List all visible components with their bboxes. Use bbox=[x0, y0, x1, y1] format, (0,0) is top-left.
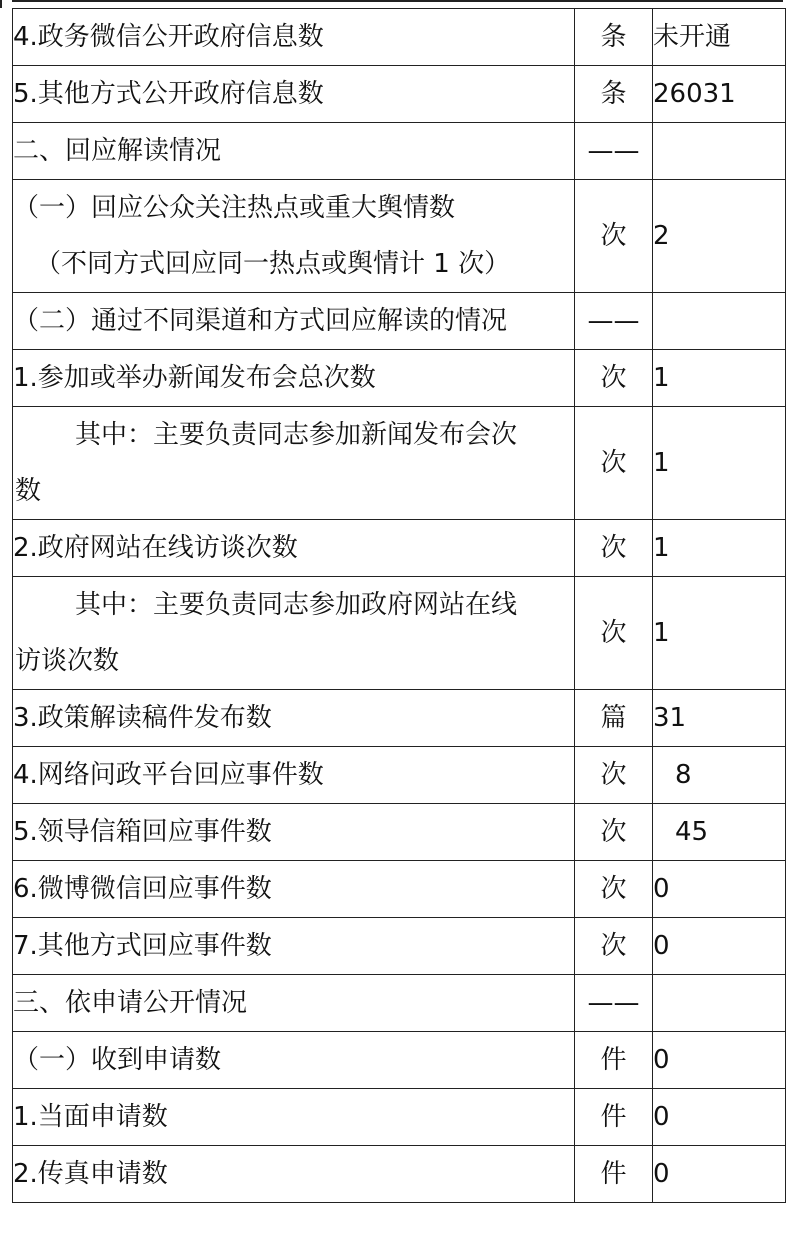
table-row bbox=[13, 66, 786, 123]
table-row bbox=[13, 1089, 786, 1146]
value-cell: 26031 bbox=[653, 66, 786, 123]
value-cell bbox=[653, 123, 786, 180]
item-line: 其中：主要负责同志参加政府网站在线 bbox=[75, 590, 518, 620]
section-heading-cell: 三、依申请公开情况 bbox=[13, 975, 575, 1032]
value-cell: 45 bbox=[653, 804, 786, 861]
item-line: （一）回应公众关注热点或重大舆情数 bbox=[13, 193, 456, 223]
value-cell: 31 bbox=[653, 690, 786, 747]
item-cell: 7.其他方式回应事件数 bbox=[13, 918, 575, 975]
table-row bbox=[13, 293, 786, 350]
table-row bbox=[13, 350, 786, 407]
unit-cell: 篇 bbox=[575, 690, 653, 747]
value-cell bbox=[653, 293, 786, 350]
unit-cell: 次 bbox=[575, 747, 653, 804]
item-cell: 6.微博微信回应事件数 bbox=[13, 861, 575, 918]
unit-cell: 次 bbox=[575, 577, 653, 690]
item-cell: （一）收到申请数 bbox=[13, 1032, 575, 1089]
table-row bbox=[13, 577, 786, 690]
unit-cell: 条 bbox=[575, 66, 653, 123]
item-cell: 5.领导信箱回应事件数 bbox=[13, 804, 575, 861]
item-cell: 1.参加或举办新闻发布会总次数 bbox=[13, 350, 575, 407]
unit-cell: 次 bbox=[575, 918, 653, 975]
value-cell: 2 bbox=[653, 180, 786, 293]
item-cell bbox=[13, 180, 575, 293]
table-row bbox=[13, 861, 786, 918]
value-cell: 0 bbox=[653, 918, 786, 975]
item-cell: 2.传真申请数 bbox=[13, 1146, 575, 1203]
value-cell: 0 bbox=[653, 861, 786, 918]
unit-cell: 条 bbox=[575, 9, 653, 66]
item-line: 访谈次数 bbox=[15, 646, 120, 676]
item-cell: 2.政府网站在线访谈次数 bbox=[13, 520, 575, 577]
table-row bbox=[13, 1032, 786, 1089]
item-line: （不同方式回应同一热点或舆情计 1 次） bbox=[35, 249, 511, 279]
table-row bbox=[13, 520, 786, 577]
table-row bbox=[13, 975, 786, 1032]
value-cell: 1 bbox=[653, 407, 786, 520]
unit-cell: —— bbox=[575, 123, 653, 180]
table-row bbox=[13, 180, 786, 293]
item-cell: 4.政务微信公开政府信息数 bbox=[13, 9, 575, 66]
unit-cell: 次 bbox=[575, 520, 653, 577]
unit-cell: 件 bbox=[575, 1032, 653, 1089]
unit-cell: —— bbox=[575, 975, 653, 1032]
unit-cell: 次 bbox=[575, 180, 653, 293]
unit-cell: 次 bbox=[575, 350, 653, 407]
table-row bbox=[13, 123, 786, 180]
table-row bbox=[13, 690, 786, 747]
statistics-table bbox=[12, 8, 786, 1203]
unit-cell: 件 bbox=[575, 1146, 653, 1203]
item-line: 数 bbox=[15, 476, 42, 506]
table-row bbox=[13, 407, 786, 520]
section-heading-cell: 二、回应解读情况 bbox=[13, 123, 575, 180]
item-cell bbox=[13, 407, 575, 520]
item-cell: 4.网络问政平台回应事件数 bbox=[13, 747, 575, 804]
table-row bbox=[13, 9, 786, 66]
unit-cell: 件 bbox=[575, 1089, 653, 1146]
item-cell: 3.政策解读稿件发布数 bbox=[13, 690, 575, 747]
value-cell: 未开通 bbox=[653, 9, 786, 66]
value-cell: 0 bbox=[653, 1089, 786, 1146]
value-cell: 8 bbox=[653, 747, 786, 804]
value-cell bbox=[653, 975, 786, 1032]
item-cell: 1.当面申请数 bbox=[13, 1089, 575, 1146]
page-top-border bbox=[12, 0, 783, 2]
value-cell: 1 bbox=[653, 350, 786, 407]
unit-cell: —— bbox=[575, 293, 653, 350]
item-cell bbox=[13, 577, 575, 690]
table-row bbox=[13, 918, 786, 975]
item-line: 其中：主要负责同志参加新闻发布会次 bbox=[75, 420, 518, 450]
value-cell: 1 bbox=[653, 520, 786, 577]
unit-cell: 次 bbox=[575, 861, 653, 918]
unit-cell: 次 bbox=[575, 804, 653, 861]
page-left-border bbox=[0, 0, 2, 8]
value-cell: 0 bbox=[653, 1146, 786, 1203]
item-cell: （二）通过不同渠道和方式回应解读的情况 bbox=[13, 293, 575, 350]
table-row bbox=[13, 804, 786, 861]
unit-cell: 次 bbox=[575, 407, 653, 520]
table-row bbox=[13, 747, 786, 804]
value-cell: 1 bbox=[653, 577, 786, 690]
value-cell: 0 bbox=[653, 1032, 786, 1089]
item-cell: 5.其他方式公开政府信息数 bbox=[13, 66, 575, 123]
table-row bbox=[13, 1146, 786, 1203]
